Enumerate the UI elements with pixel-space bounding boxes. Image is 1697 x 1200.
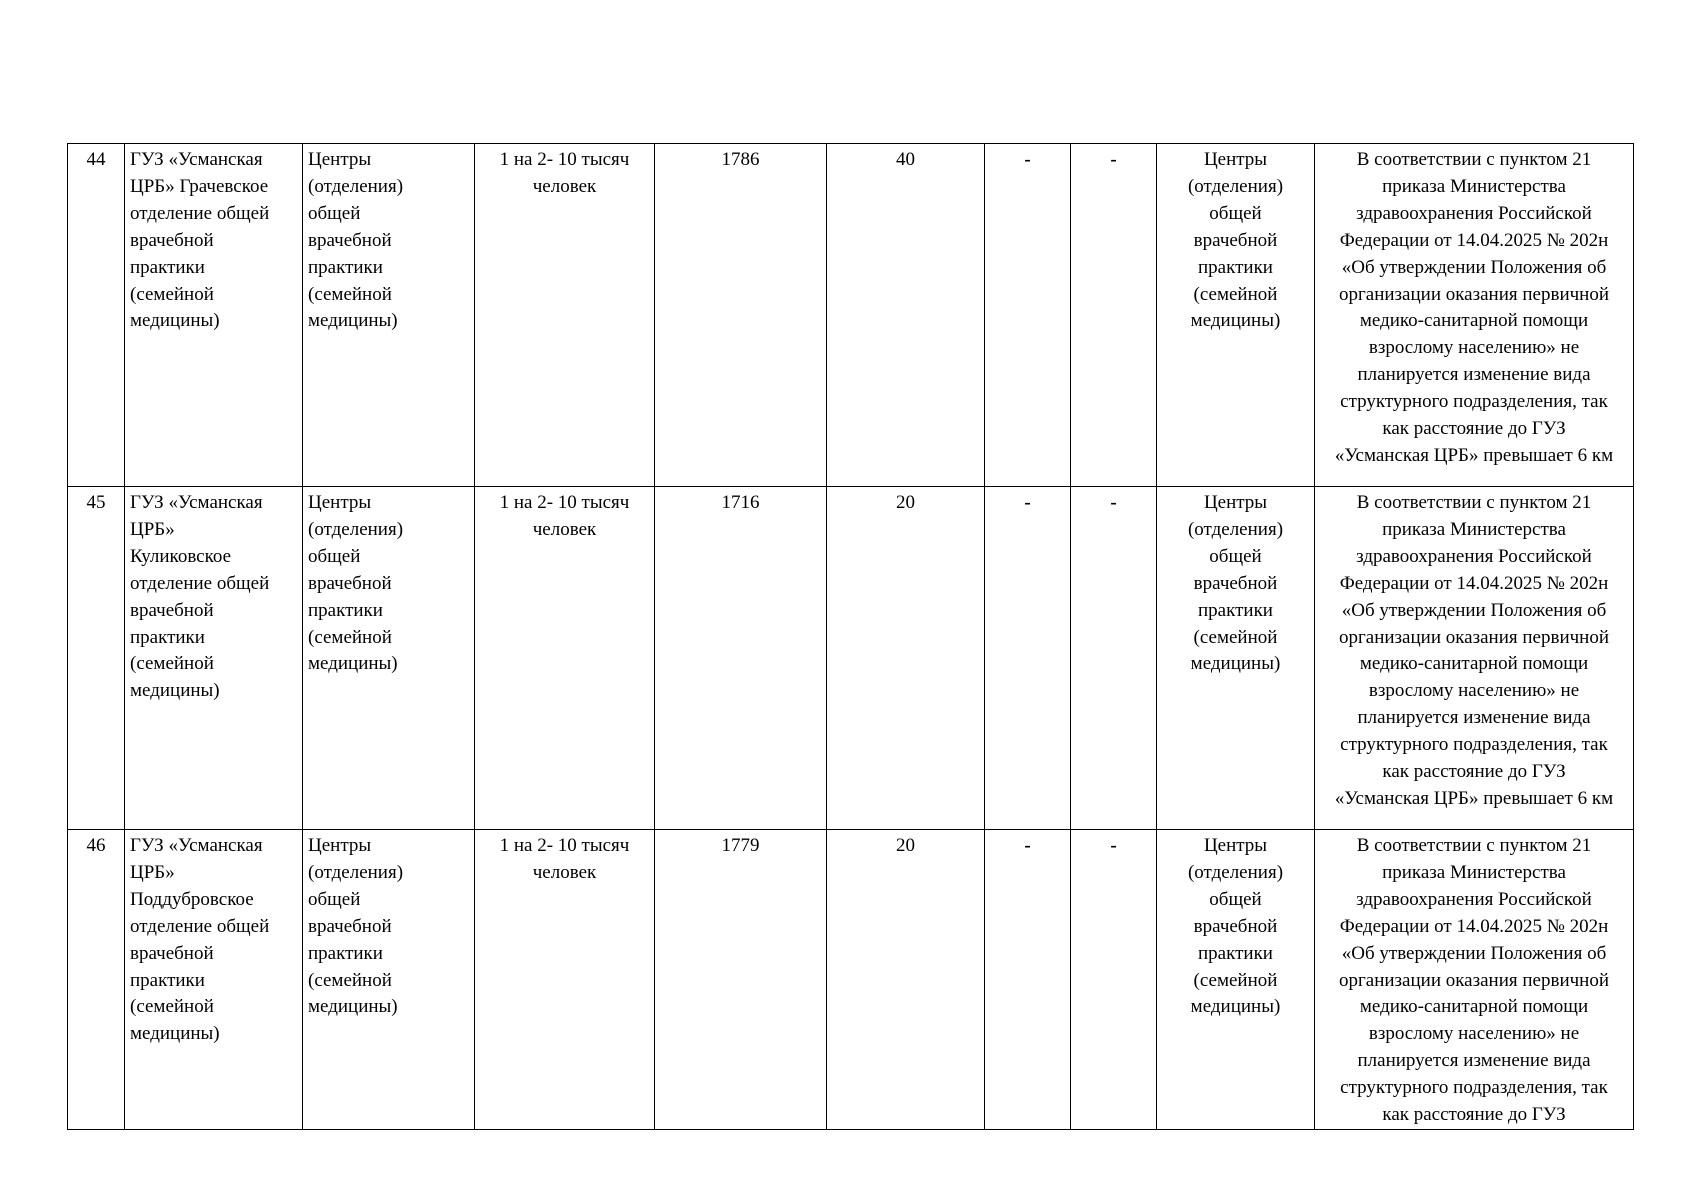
dash-cell: - (985, 487, 1071, 830)
table-row (68, 144, 1634, 487)
dash-cell: - (1071, 144, 1157, 487)
dash-cell: - (985, 830, 1071, 1130)
population-cell: 1779 (655, 830, 827, 1130)
population-cell: 1716 (655, 487, 827, 830)
dash-cell: - (1071, 487, 1157, 830)
type-cell: Центры (отделения) общей врачебной практики (семейной медицины) (303, 830, 475, 1130)
norm-cell: 1 на 2- 10 тысяч человек (475, 830, 655, 1130)
organization-cell: ГУЗ «Усманская ЦРБ» Поддубровское отделение общей врачебной практики (семейной медицины) (125, 830, 303, 1130)
dash-cell: - (985, 144, 1071, 487)
norm-cell: 1 на 2- 10 тысяч человек (475, 144, 655, 487)
type-cell: Центры (отделения) общей врачебной практики (семейной медицины) (303, 144, 475, 487)
distance-cell: 40 (827, 144, 985, 487)
type-cell: Центры (отделения) общей врачебной практики (семейной медицины) (303, 487, 475, 830)
row-number: 46 (68, 830, 125, 1130)
distance-cell: 20 (827, 830, 985, 1130)
justification-cell: В соответствии с пунктом 21 приказа Министерства здравоохранения Российской Федерации от 14.04.2025 № 202н «Об утверждении Положения об организации оказания первичной медико-санитарной помощи взрослому населению» не планируется изменение вида структурного подразделения, так как расстояние до ГУЗ (1315, 830, 1634, 1130)
new-type-cell: Центры (отделения) общей врачебной практики (семейной медицины) (1157, 830, 1315, 1130)
row-number: 45 (68, 487, 125, 830)
dash-cell: - (1071, 830, 1157, 1130)
new-type-cell: Центры (отделения) общей врачебной практики (семейной медицины) (1157, 487, 1315, 830)
table-row (68, 830, 1634, 1130)
new-type-cell: Центры (отделения) общей врачебной практики (семейной медицины) (1157, 144, 1315, 487)
organization-cell: ГУЗ «Усманская ЦРБ» Грачевское отделение общей врачебной практики (семейной медицины) (125, 144, 303, 487)
row-number: 44 (68, 144, 125, 487)
facilities-table (67, 143, 1634, 1130)
table-row (68, 487, 1634, 830)
norm-cell: 1 на 2- 10 тысяч человек (475, 487, 655, 830)
distance-cell: 20 (827, 487, 985, 830)
justification-cell: В соответствии с пунктом 21 приказа Министерства здравоохранения Российской Федерации от 14.04.2025 № 202н «Об утверждении Положения об организации оказания первичной медико-санитарной помощи взрослому населению» не планируется изменение вида структурного подразделения, так как расстояние до ГУЗ «Усманская ЦРБ» превышает 6 км (1315, 487, 1634, 830)
organization-cell: ГУЗ «Усманская ЦРБ» Куликовское отделение общей врачебной практики (семейной медицины) (125, 487, 303, 830)
population-cell: 1786 (655, 144, 827, 487)
justification-cell: В соответствии с пунктом 21 приказа Министерства здравоохранения Российской Федерации от 14.04.2025 № 202н «Об утверждении Положения об организации оказания первичной медико-санитарной помощи взрослому населению» не планируется изменение вида структурного подразделения, так как расстояние до ГУЗ «Усманская ЦРБ» превышает 6 км (1315, 144, 1634, 487)
